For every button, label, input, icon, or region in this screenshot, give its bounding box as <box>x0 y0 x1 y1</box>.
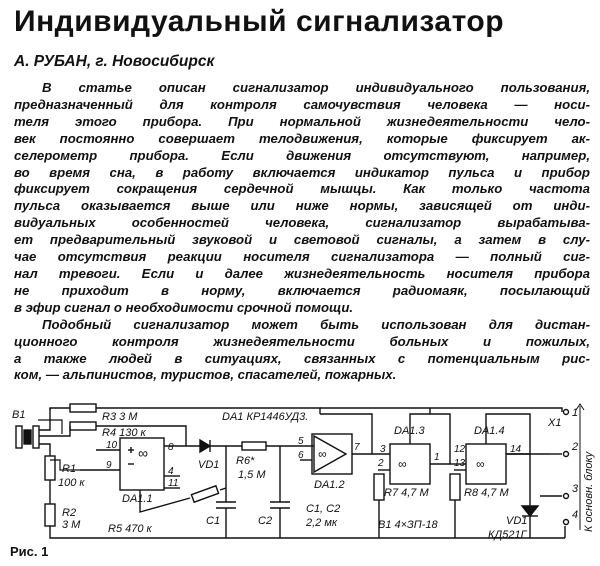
label-x1: X1 <box>548 417 562 429</box>
x1-pin-1: 1 <box>572 407 579 419</box>
label-r1-value: 100 к <box>58 477 85 489</box>
label-kd521g: КД521Г <box>488 529 527 541</box>
pin-4: 4 <box>168 466 174 477</box>
amp-symbol: ∞ <box>138 445 148 461</box>
label-r5: R5 470 к <box>108 523 152 535</box>
amp-symbol: ∞ <box>318 447 327 461</box>
label-vd1: VD1 <box>198 459 220 471</box>
label-r7: R7 4,7 М <box>384 487 429 499</box>
text-line: не приходит в норму, включается радиомаяк, посылающий <box>14 282 590 298</box>
article-title: Индивидуальный сигнализатор <box>14 5 505 38</box>
label-r1: R1 <box>62 463 77 475</box>
pin-1: 1 <box>434 452 440 463</box>
label-r2-value: 3 М <box>62 519 81 531</box>
resistor-r8 <box>450 474 460 500</box>
paragraph-1 <box>14 80 590 317</box>
pin-10: 10 <box>106 440 118 451</box>
text-line: предназначенный для контроля самочувствия человека — носи- <box>14 96 590 112</box>
diode-vd1 <box>200 440 210 452</box>
pin-14: 14 <box>510 444 522 455</box>
label-da1: DA1 КР1446УД3. <box>222 411 309 423</box>
accelerometer-b1 <box>16 426 39 448</box>
comparator-da1-4 <box>466 444 506 484</box>
label-r4: R4 130 к <box>102 427 146 439</box>
paragraph-2 <box>14 317 590 385</box>
text-line: ционного контроля жизнедеятельности больных и пожилых, <box>14 333 590 349</box>
text-line: во время сна, в работу включается индикатор пульса и прибор <box>14 164 590 180</box>
label-r2: R2 <box>62 507 77 519</box>
label-c1: C1 <box>206 515 221 527</box>
text-line: ет предварительный звуковой и световой сигналы, а затем в слу- <box>14 232 590 248</box>
pin-2: 2 <box>378 458 384 469</box>
x1-pin-2: 2 <box>572 441 579 453</box>
article-author: А. РУБАН, г. Новосибирск <box>14 53 215 70</box>
label-to-main-block: К основн. блоку <box>583 451 595 532</box>
label-c1c2-value: 2,2 мк <box>306 517 338 529</box>
label-b1: B1 <box>12 409 26 421</box>
amp-symbol: ∞ <box>476 457 485 471</box>
label-vd1-out: VD1 <box>506 515 528 527</box>
pin-8: 8 <box>168 442 174 453</box>
label-r3: R3 3 М <box>102 411 138 423</box>
pin-7: 7 <box>354 442 360 453</box>
circuit-schematic <box>10 400 596 542</box>
label-c1c2: C1, C2 <box>306 503 341 515</box>
text-line: фиксирует сокращения сердечной мышцы. Как только частота <box>14 181 590 197</box>
text-line: видуальных особенностей человека, сигнализатор вырабатыва- <box>14 215 590 231</box>
pin-6: 6 <box>298 450 304 461</box>
label-r8: R8 4,7 М <box>464 487 509 499</box>
pin-3: 3 <box>380 444 386 455</box>
x1-pin-4: 4 <box>572 509 579 521</box>
text-line: селерометр прибора. Если движения отсутствуют, например, <box>14 147 590 163</box>
label-r6: R6* <box>236 455 255 467</box>
resistor-r7 <box>374 474 384 500</box>
resistor-r6 <box>242 442 266 450</box>
label-c2: C2 <box>258 515 273 527</box>
amp-symbol: ∞ <box>398 457 407 471</box>
pin-5: 5 <box>298 436 304 447</box>
pin-12: 12 <box>454 444 466 455</box>
resistor-r3 <box>70 404 96 412</box>
article-body <box>14 80 590 384</box>
label-da1-2: DA1.2 <box>314 479 345 491</box>
label-da1-3: DA1.3 <box>394 425 425 437</box>
resistor-r5 <box>191 486 218 502</box>
text-line: а также людей в ситуациях, связанных с потенциальным рис- <box>14 350 590 366</box>
text-line: ком, — альпинистов, туристов, спасателей, пожарных. <box>14 367 397 383</box>
text-line: в эфир сигнал о необходимости срочной помощи. <box>14 299 354 315</box>
figure-caption: Рис. 1 <box>10 544 49 559</box>
text-line: Подобный сигнализатор может быть использован для дистан- <box>42 316 590 332</box>
resistor-r4 <box>70 422 96 430</box>
label-da1-4: DA1.4 <box>474 425 505 437</box>
text-line: век постоянно совершает телодвижения, которые фиксирует ак- <box>14 130 590 146</box>
pin-11: 11 <box>168 478 179 489</box>
text-line: нал тревоги. Если и далее жизнедеятельность носителя прибора <box>14 265 590 281</box>
label-da1-1: DA1.1 <box>122 493 153 505</box>
text-line: чае отсутствия реакции носителя сигнализатора — полный сиг- <box>14 249 590 265</box>
pin-9: 9 <box>106 460 112 471</box>
text-line: теля этого прибора. При нормальной жизнедеятельности чело- <box>14 113 590 129</box>
comparator-da1-3 <box>390 444 430 484</box>
label-r6-value: 1,5 М <box>238 469 266 481</box>
text-line: пульса оказывается выше или ниже нормы, зависящей от инди- <box>14 198 590 214</box>
text-line: В статье описан сигнализатор индивидуального пользования, <box>42 80 590 95</box>
x1-pin-3: 3 <box>572 483 579 495</box>
resistor-r2 <box>45 504 55 526</box>
label-b1-spec: В1 4×ЗП-18 <box>378 519 438 531</box>
pin-13: 13 <box>454 458 466 469</box>
